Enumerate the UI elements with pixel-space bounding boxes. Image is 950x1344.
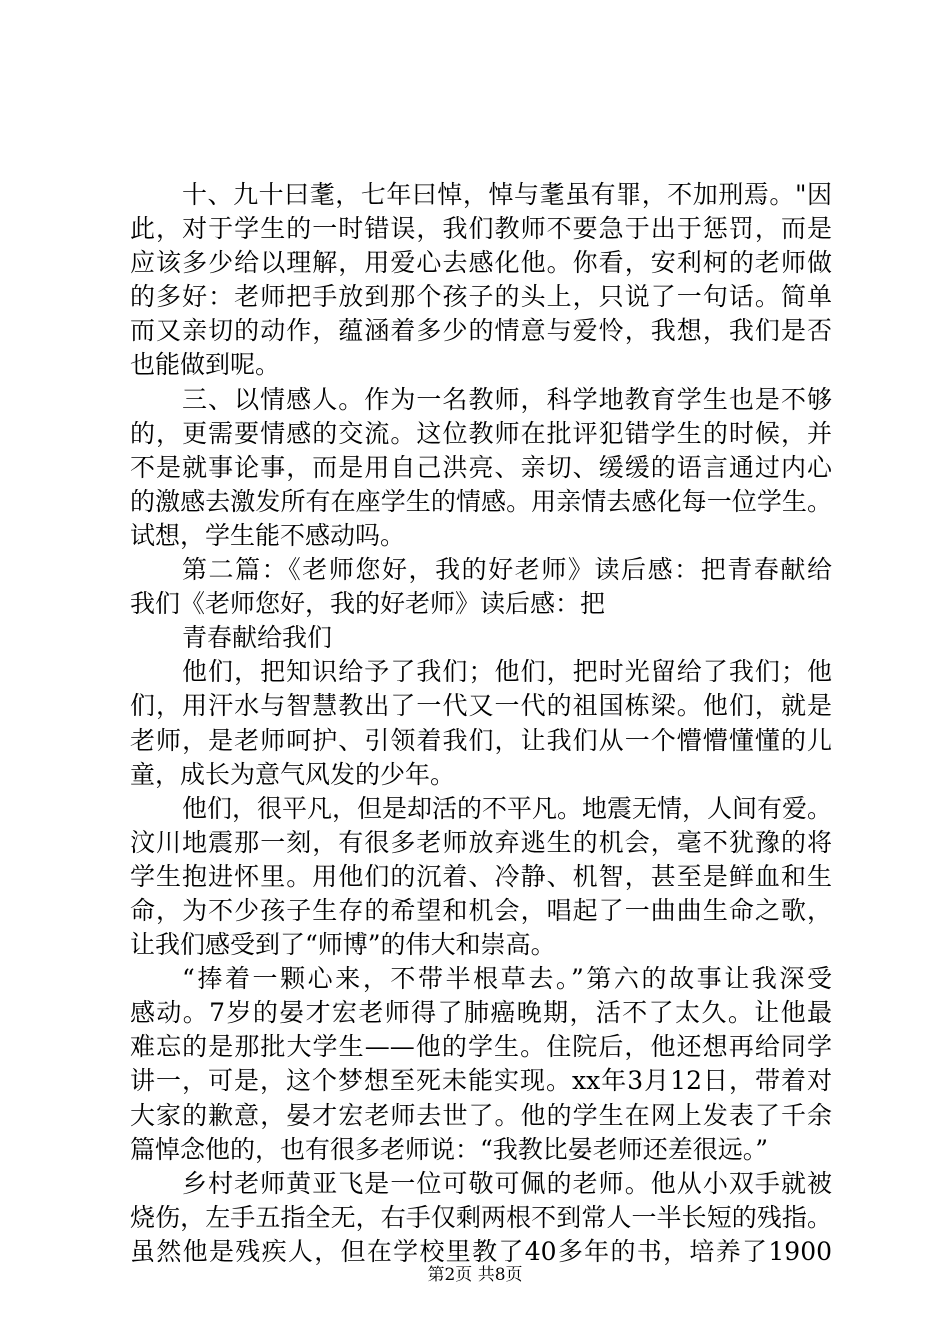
text-line: 第二篇：《老师您好，我的好老师》读后感：把青春献给: [182, 555, 832, 585]
text-line: 三、以情感人。作为一名教师，科学地教育学生也是不够: [182, 384, 832, 414]
text-line: 的多好：老师把手放到那个孩子的头上，只说了一句话。简单: [130, 282, 832, 312]
text-line: “捧着一颗心来，不带半根草去。”第六的故事让我深受: [182, 964, 832, 994]
text-line: 烧伤，左手五指全无，右手仅剩两根不到常人一半长短的残指。: [130, 1202, 832, 1232]
text-line: 应该多少给以理解，用爱心去感化他。你看，安利柯的老师做: [130, 248, 832, 278]
text-line: 我们《老师您好，我的好老师》读后感：把: [130, 589, 606, 619]
text-line: 此，对于学生的一时错误，我们教师不要急于出于惩罚，而是: [130, 214, 832, 244]
text-line: 十、九十曰耄，七年曰悼，悼与耄虽有罪，不加刑焉。"因: [182, 180, 832, 209]
text-line: 乡村老师黄亚飞是一位可敬可佩的老师。他从小双手就被: [182, 1168, 832, 1198]
page-footer: 第2页 共8页: [427, 1265, 523, 1285]
text-line: 们，用汗水与智慧教出了一代又一代的祖国栋梁。他们，就是: [130, 691, 832, 721]
text-line: 童，成长为意气风发的少年。: [130, 759, 456, 789]
text-line: 篇悼念他的，也有很多老师说：“我教比晏老师还差很远。”: [130, 1134, 769, 1164]
text-line: 让我们感受到了“师博”的伟大和崇高。: [130, 930, 556, 960]
text-line: 的激感去激发所有在座学生的情感。用亲情去感化每一位学生。: [130, 486, 832, 516]
text-line: 而又亲切的动作，蕴涵着多少的情意与爱怜，我想，我们是否: [130, 316, 832, 346]
text-line: 命，为不少孩子生存的希望和机会，唱起了一曲曲生命之歌，: [130, 895, 832, 925]
text-line: 青春献给我们: [182, 623, 333, 653]
text-line: 他们，把知识给予了我们；他们，把时光留给了我们；他: [182, 657, 832, 687]
text-line: 虽然他是残疾人，但在学校里教了40多年的书，培养了1900: [130, 1236, 832, 1266]
text-line: 汶川地震那一刻，有很多老师放弃逃生的机会，毫不犹豫的将: [130, 827, 832, 857]
text-line: 不是就事论事，而是用自己洪亮、亲切、缓缓的语言通过内心: [130, 452, 832, 482]
text-line: 也能做到呢。: [130, 350, 281, 380]
text-line: 难忘的是那批大学生——他的学生。住院后，他还想再给同学: [130, 1032, 832, 1062]
text-line: 感动。7岁的晏才宏老师得了肺癌晚期，活不了太久。让他最: [130, 998, 832, 1028]
text-line: 他们，很平凡，但是却活的不平凡。地震无情，人间有爱。: [182, 793, 833, 823]
text-line: 的，更需要情感的交流。这位教师在批评犯错学生的时候，并: [130, 418, 832, 448]
text-line: 讲一，可是，这个梦想至死未能实现。xx年3月12日，带着对: [130, 1066, 832, 1096]
body-text: [130, 178, 832, 1269]
text-line: 试想，学生能不感动吗。: [130, 520, 406, 550]
text-line: 老师，是老师呵护、引领着我们，让我们从一个懵懵懂懂的儿: [130, 725, 832, 755]
text-line: 大家的歉意，晏才宏老师去世了。他的学生在网上发表了千余: [130, 1100, 832, 1130]
text-line: 学生抱进怀里。用他们的沉着、冷静、机智，甚至是鲜血和生: [130, 861, 832, 891]
